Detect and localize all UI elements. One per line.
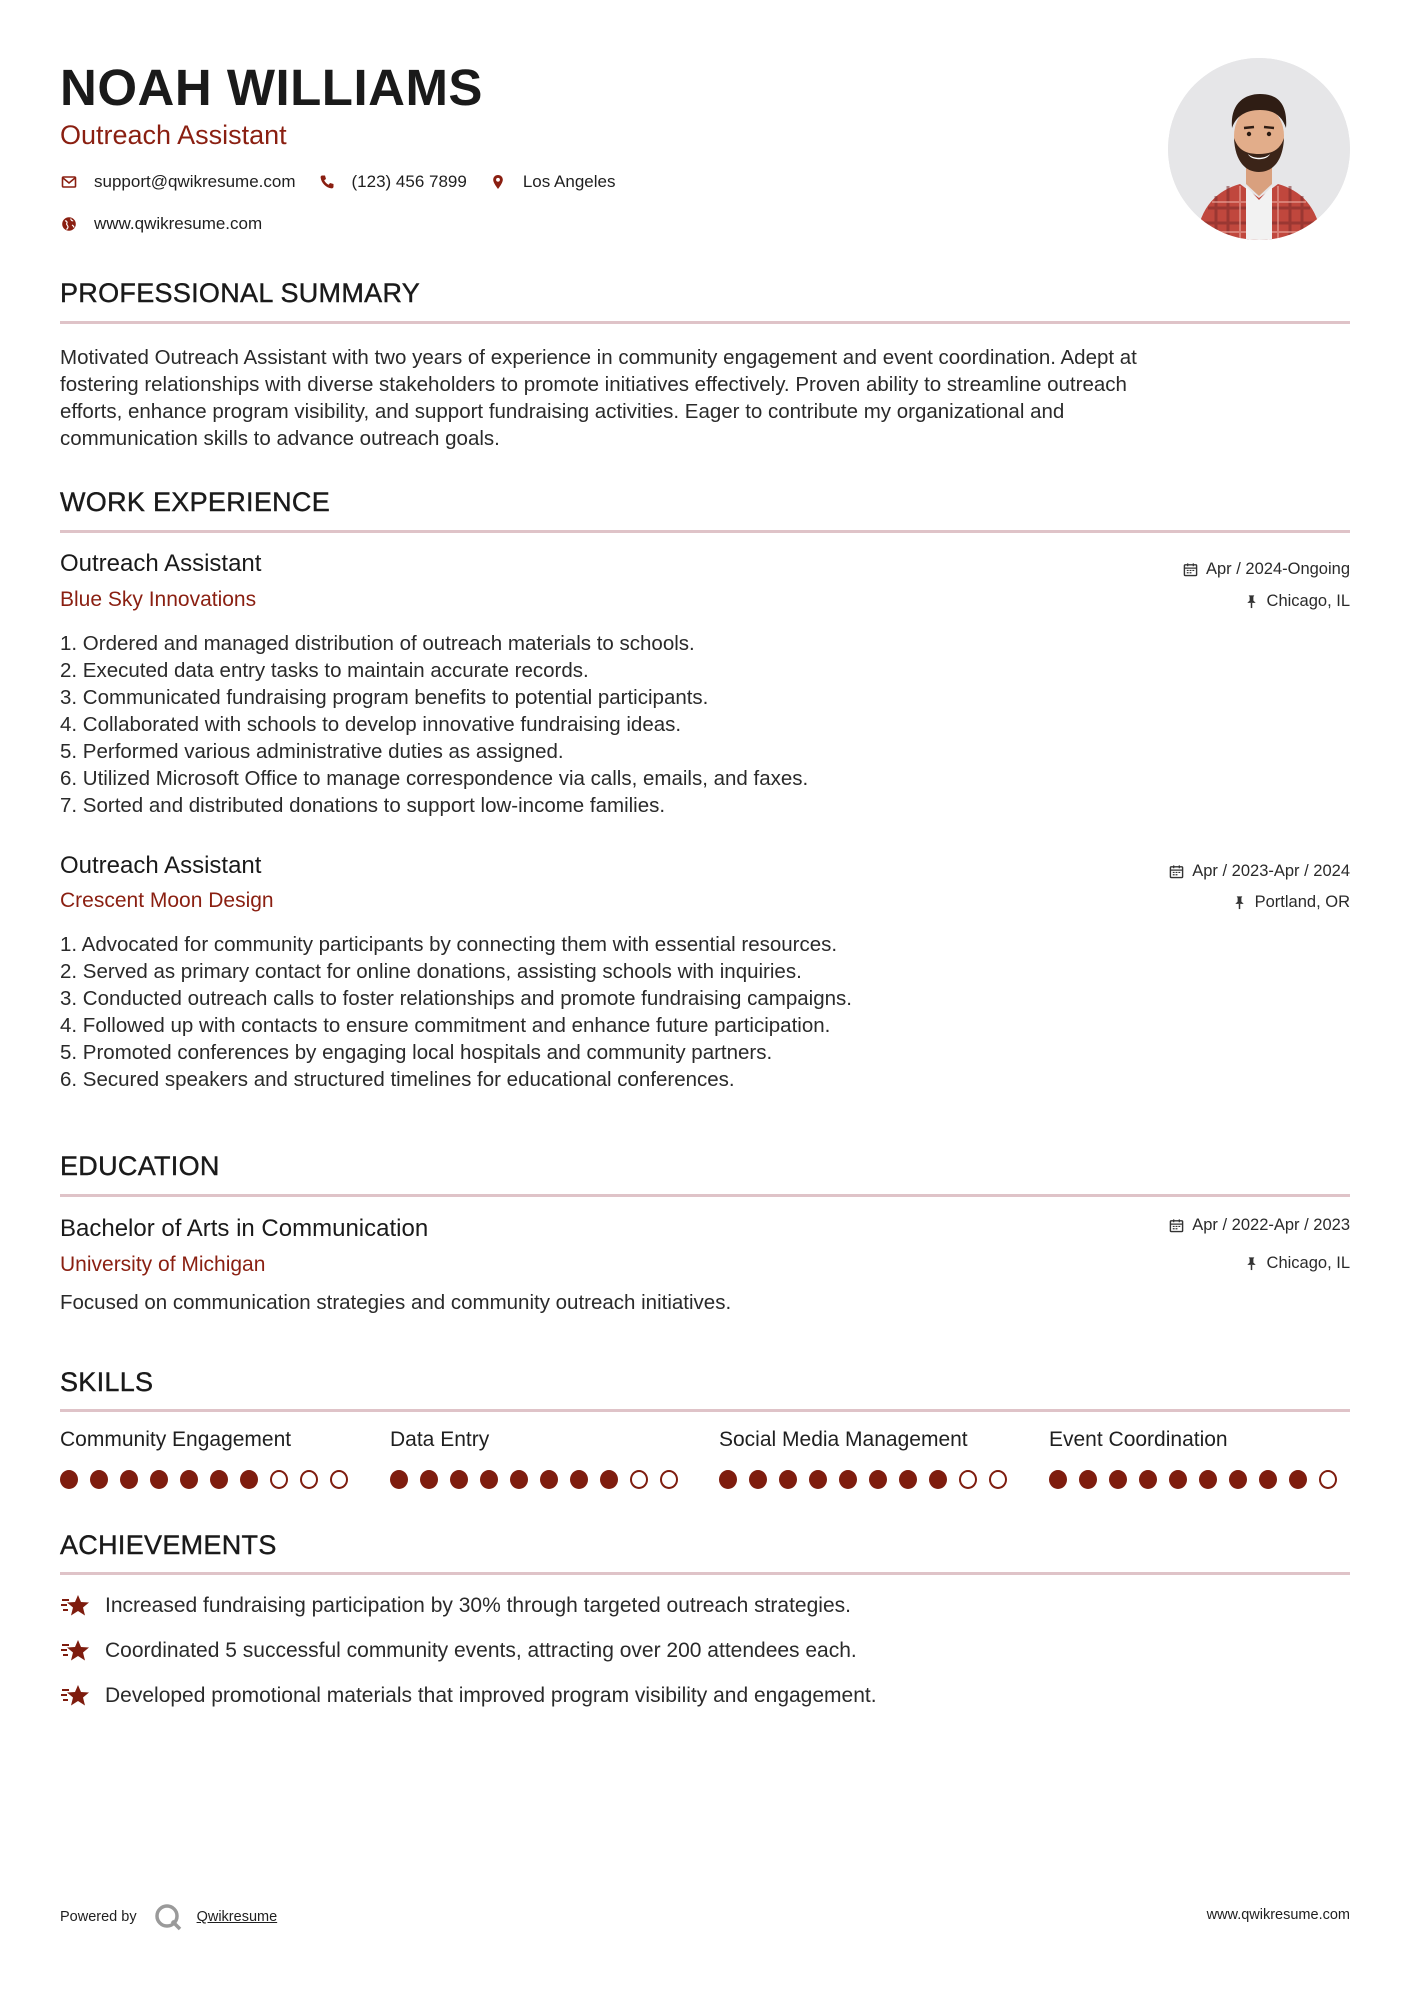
list-item: 7. Sorted and distributed donations to support low-income families. <box>60 794 666 817</box>
summary-heading: PROFESSIONAL SUMMARY <box>60 278 421 308</box>
rating-dot-filled <box>1199 1470 1217 1489</box>
rating-dot-filled <box>749 1470 767 1489</box>
rating-dot-empty <box>330 1470 348 1489</box>
job-dates <box>1183 560 1350 579</box>
list-item: 5. Performed various administrative duties as assigned. <box>60 740 564 763</box>
achievements-heading: ACHIEVEMENTS <box>60 1530 277 1560</box>
job-dates <box>1169 862 1350 881</box>
rating-dot-empty <box>630 1470 648 1489</box>
contact-website[interactable] <box>60 214 262 234</box>
achievement-item <box>60 1592 851 1620</box>
pushpin-icon <box>1244 594 1259 609</box>
rating-dot-empty <box>270 1470 288 1489</box>
phone-icon <box>318 173 336 191</box>
rating-dot-filled <box>839 1470 857 1489</box>
rating-dot-filled <box>480 1470 498 1489</box>
pushpin-icon <box>1232 895 1247 910</box>
summary-line: Motivated Outreach Assistant with two years of experience in community engagement and event coordination. Adept at <box>60 346 1137 369</box>
rating-dot-filled <box>1259 1470 1277 1489</box>
job-location-text: Chicago, IL <box>1266 592 1350 610</box>
education-description: Focused on communication strategies and community outreach initiatives. <box>60 1291 732 1314</box>
job-title: Outreach Assistant <box>60 852 262 879</box>
skill-item <box>1049 1428 1349 1489</box>
qwikresume-logo-icon <box>153 1902 183 1932</box>
achievement-text: Coordinated 5 successful community events, attracting over 200 attendees each. <box>105 1639 857 1662</box>
rating-dot-filled <box>450 1470 468 1489</box>
star-badge-icon <box>60 1592 92 1620</box>
summary-divider <box>60 321 1350 324</box>
footer-website[interactable]: www.qwikresume.com <box>1206 1907 1350 1923</box>
skills-divider <box>60 1409 1350 1412</box>
achievement-item <box>60 1637 857 1665</box>
brand-link[interactable]: Qwikresume <box>196 1909 278 1925</box>
job-location-text: Portland, OR <box>1254 893 1350 911</box>
rating-dot-empty <box>660 1470 678 1489</box>
achievement-item <box>60 1682 877 1710</box>
list-item: 3. Conducted outreach calls to foster relationships and promote fundraising campaigns. <box>60 987 852 1010</box>
list-item: 1. Ordered and managed distribution of outreach materials to schools. <box>60 632 695 655</box>
rating-dot-filled <box>600 1470 618 1489</box>
education-location-text: Chicago, IL <box>1266 1254 1350 1272</box>
summary-line: efforts, enhance program visibility, and support fundraising activities. Eager to contribute my organizational and <box>60 400 1065 423</box>
rating-dot-filled <box>180 1470 198 1489</box>
education-location <box>1244 1254 1350 1273</box>
experience-divider <box>60 530 1350 533</box>
achievements-divider <box>60 1572 1350 1575</box>
rating-dot-empty <box>959 1470 977 1489</box>
list-item: 2. Served as primary contact for online donations, assisting schools with inquiries. <box>60 960 802 983</box>
footer-powered-by <box>60 1902 277 1932</box>
list-item: 2. Executed data entry tasks to maintain accurate records. <box>60 659 589 682</box>
job-location <box>1244 592 1350 611</box>
skill-rating <box>719 1470 1019 1489</box>
candidate-name: NOAH WILLIAMS <box>60 59 483 116</box>
rating-dot-empty <box>300 1470 318 1489</box>
rating-dot-filled <box>390 1470 408 1489</box>
list-item: 3. Communicated fundraising program benefits to potential participants. <box>60 686 709 709</box>
star-badge-icon <box>60 1682 92 1710</box>
list-item: 5. Promoted conferences by engaging local hospitals and community partners. <box>60 1041 773 1064</box>
list-item: 6. Secured speakers and structured timelines for educational conferences. <box>60 1068 735 1091</box>
candidate-title: Outreach Assistant <box>60 120 287 150</box>
skill-item <box>60 1428 360 1489</box>
summary-text <box>60 344 1350 452</box>
rating-dot-filled <box>899 1470 917 1489</box>
rating-dot-filled <box>510 1470 528 1489</box>
education-dates-text: Apr / 2022-Apr / 2023 <box>1192 1216 1350 1234</box>
rating-dot-filled <box>1229 1470 1247 1489</box>
rating-dot-filled <box>719 1470 737 1489</box>
rating-dot-filled <box>210 1470 228 1489</box>
skill-item <box>390 1428 690 1489</box>
map-pin-icon <box>489 173 507 191</box>
rating-dot-filled <box>540 1470 558 1489</box>
profile-photo <box>1168 58 1350 240</box>
rating-dot-filled <box>1139 1470 1157 1489</box>
rating-dot-filled <box>90 1470 108 1489</box>
rating-dot-filled <box>60 1470 78 1489</box>
rating-dot-filled <box>929 1470 947 1489</box>
rating-dot-filled <box>1049 1470 1067 1489</box>
list-item: 4. Followed up with contacts to ensure commitment and enhance future participation. <box>60 1014 831 1037</box>
globe-icon <box>60 215 78 233</box>
location-text: Los Angeles <box>522 172 616 191</box>
calendar-icon <box>1169 864 1184 879</box>
pushpin-icon <box>1244 1256 1259 1271</box>
skill-name: Data Entry <box>390 1428 490 1451</box>
degree-title: Bachelor of Arts in Communication <box>60 1215 429 1242</box>
job-title: Outreach Assistant <box>60 550 262 577</box>
skill-name: Social Media Management <box>719 1428 968 1451</box>
job-dates-text: Apr / 2024-Ongoing <box>1205 560 1350 578</box>
rating-dot-filled <box>869 1470 887 1489</box>
school-name: University of Michigan <box>60 1253 266 1276</box>
job-responsibilities <box>60 630 1350 819</box>
phone-text: (123) 456 7899 <box>351 172 467 191</box>
education-heading: EDUCATION <box>60 1151 220 1181</box>
rating-dot-filled <box>1289 1470 1307 1489</box>
contact-row-website <box>60 214 284 234</box>
envelope-icon <box>60 173 78 191</box>
achievement-text: Developed promotional materials that improved program visibility and engagement. <box>105 1684 877 1707</box>
rating-dot-filled <box>420 1470 438 1489</box>
skill-rating <box>390 1470 690 1489</box>
summary-line: fostering relationships with diverse stakeholders to promote initiatives effectively. Proven ability to streamline outreach <box>60 373 1127 396</box>
skills-heading: SKILLS <box>60 1367 154 1397</box>
calendar-icon <box>1169 1218 1184 1233</box>
rating-dot-filled <box>1109 1470 1127 1489</box>
star-badge-icon <box>60 1637 92 1665</box>
rating-dot-filled <box>570 1470 588 1489</box>
powered-by-text: Powered by <box>60 1909 137 1925</box>
skill-rating <box>60 1470 360 1489</box>
job-company: Crescent Moon Design <box>60 889 274 912</box>
skill-name: Community Engagement <box>60 1428 292 1451</box>
contact-email[interactable] <box>60 172 296 192</box>
rating-dot-filled <box>779 1470 797 1489</box>
calendar-icon <box>1183 562 1198 577</box>
list-item: 1. Advocated for community participants by connecting them with essential resources. <box>60 933 838 956</box>
skill-item <box>719 1428 1019 1489</box>
website-text: www.qwikresume.com <box>94 214 263 233</box>
rating-dot-filled <box>150 1470 168 1489</box>
education-dates <box>1169 1216 1350 1235</box>
experience-heading: WORK EXPERIENCE <box>60 487 331 517</box>
skill-name: Event Coordination <box>1049 1428 1228 1451</box>
email-text: support@qwikresume.com <box>94 172 296 191</box>
rating-dot-empty <box>1319 1470 1337 1489</box>
contact-row <box>60 172 637 192</box>
job-company: Blue Sky Innovations <box>60 588 257 611</box>
rating-dot-empty <box>989 1470 1007 1489</box>
job-responsibilities <box>60 931 1350 1093</box>
job-dates-text: Apr / 2023-Apr / 2024 <box>1192 862 1350 880</box>
achievement-text: Increased fundraising participation by 30% through targeted outreach strategies. <box>105 1594 851 1617</box>
rating-dot-filled <box>809 1470 827 1489</box>
rating-dot-filled <box>1079 1470 1097 1489</box>
skill-rating <box>1049 1470 1349 1489</box>
education-divider <box>60 1194 1350 1197</box>
contact-phone[interactable] <box>318 172 467 192</box>
list-item: 6. Utilized Microsoft Office to manage correspondence via calls, emails, and faxes. <box>60 767 809 790</box>
job-location <box>1232 893 1350 912</box>
list-item: 4. Collaborated with schools to develop innovative fundraising ideas. <box>60 713 682 736</box>
rating-dot-filled <box>120 1470 138 1489</box>
contact-location <box>489 172 616 192</box>
summary-line: communication skills to advance outreach goals. <box>60 427 500 450</box>
rating-dot-filled <box>240 1470 258 1489</box>
rating-dot-filled <box>1169 1470 1187 1489</box>
